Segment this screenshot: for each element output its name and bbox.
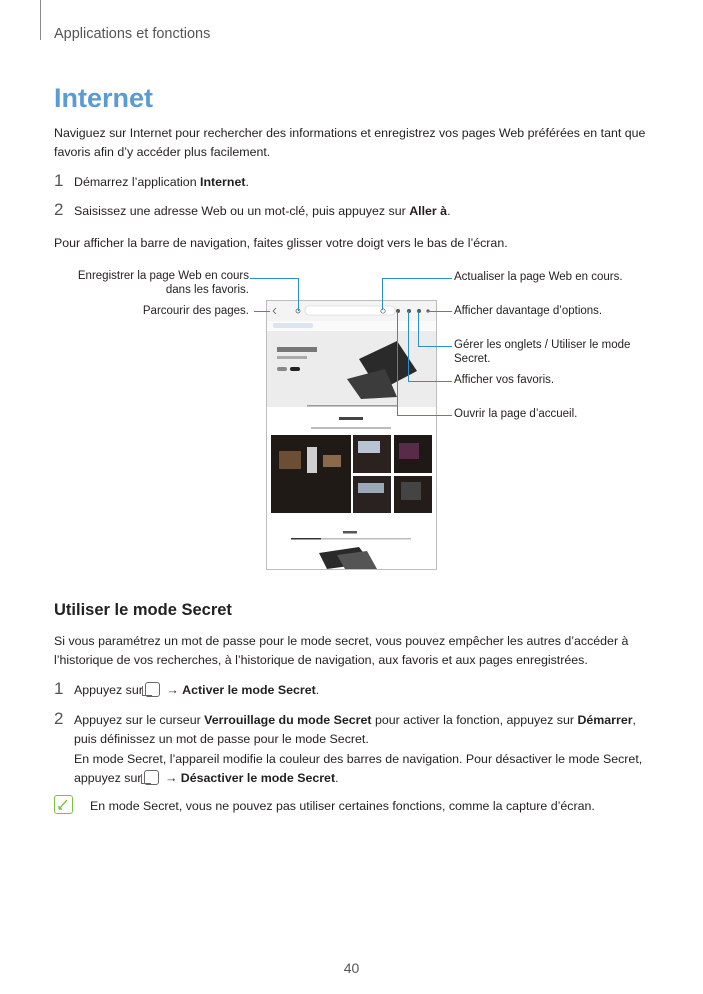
section-header: Applications et fonctions xyxy=(54,26,211,42)
callout-line xyxy=(254,311,270,312)
callout-favorites: Afficher vos favoris. xyxy=(454,374,555,386)
callout-tabs: Gérer les onglets / Utiliser le mode Secret. xyxy=(454,339,631,365)
page-number: 40 xyxy=(343,960,360,976)
step-number: 2 xyxy=(54,709,64,728)
header-rule xyxy=(40,0,41,40)
step-number: 1 xyxy=(54,171,64,190)
callout-home: Ouvrir la page d’accueil. xyxy=(454,408,578,420)
intro-paragraph: Naviguez sur Internet pour rechercher des informations et enregistrez vos pages Web préférées en tant que favoris afin d’y accéder plus facilement. xyxy=(54,126,646,159)
step-text: Saisissez une adresse Web ou un mot-clé, puis appuyez sur Aller à. xyxy=(74,204,451,218)
callout-bookmark: Enregistrer la page Web en cours dans les favoris. xyxy=(77,270,249,296)
callout-line xyxy=(427,311,452,312)
callout-line xyxy=(298,278,299,311)
step-text: Appuyez sur le curseur Verrouillage du mode Secret pour activer la fonction, appuyez sur Démarrer, puis définissez un mot de passe pour le mode Secret. xyxy=(74,713,636,746)
callout-line xyxy=(397,415,452,416)
tabs-icon xyxy=(145,682,160,697)
step-number: 2 xyxy=(54,200,64,219)
note-text: En mode Secret, vous ne pouvez pas utiliser certaines fonctions, comme la capture d’écran. xyxy=(90,799,595,813)
callout-line xyxy=(250,278,298,279)
callout-line xyxy=(397,311,398,415)
browser-illustration xyxy=(267,301,436,569)
note-icon xyxy=(54,795,73,814)
step-number: 1 xyxy=(54,679,64,698)
callout-line xyxy=(408,311,409,381)
callout-line xyxy=(418,311,419,346)
tablet-screenshot xyxy=(266,300,437,570)
callout-line xyxy=(408,381,452,382)
callout-refresh: Actualiser la page Web en cours. xyxy=(454,271,623,283)
nav-hint: Pour afficher la barre de navigation, faites glisser votre doigt vers le bas de l’écran. xyxy=(54,236,508,250)
callout-browse: Parcourir des pages. xyxy=(142,305,249,317)
step-extra-text: En mode Secret, l’appareil modifie la couleur des barres de navigation. Pour désactiver le mode Secret, appuyez sur → Désactiver le mode Secret. xyxy=(74,752,643,785)
callout-line xyxy=(382,278,452,279)
tabs-icon xyxy=(144,770,159,785)
section-heading: Utiliser le mode Secret xyxy=(54,601,232,619)
step-text: Appuyez sur → Activer le mode Secret. xyxy=(74,683,320,697)
page-title: Internet xyxy=(54,83,154,113)
callout-line xyxy=(382,278,383,310)
callout-line xyxy=(418,346,452,347)
step-text: Démarrez l’application Internet. xyxy=(74,175,249,189)
callout-more: Afficher davantage d’options. xyxy=(454,305,603,317)
secret-intro: Si vous paramétrez un mot de passe pour le mode secret, vous pouvez empêcher les autres d’accéder à l’historique de vos recherches, à l’historique de navigation, aux favoris et aux pages enregistrées. xyxy=(54,634,629,667)
